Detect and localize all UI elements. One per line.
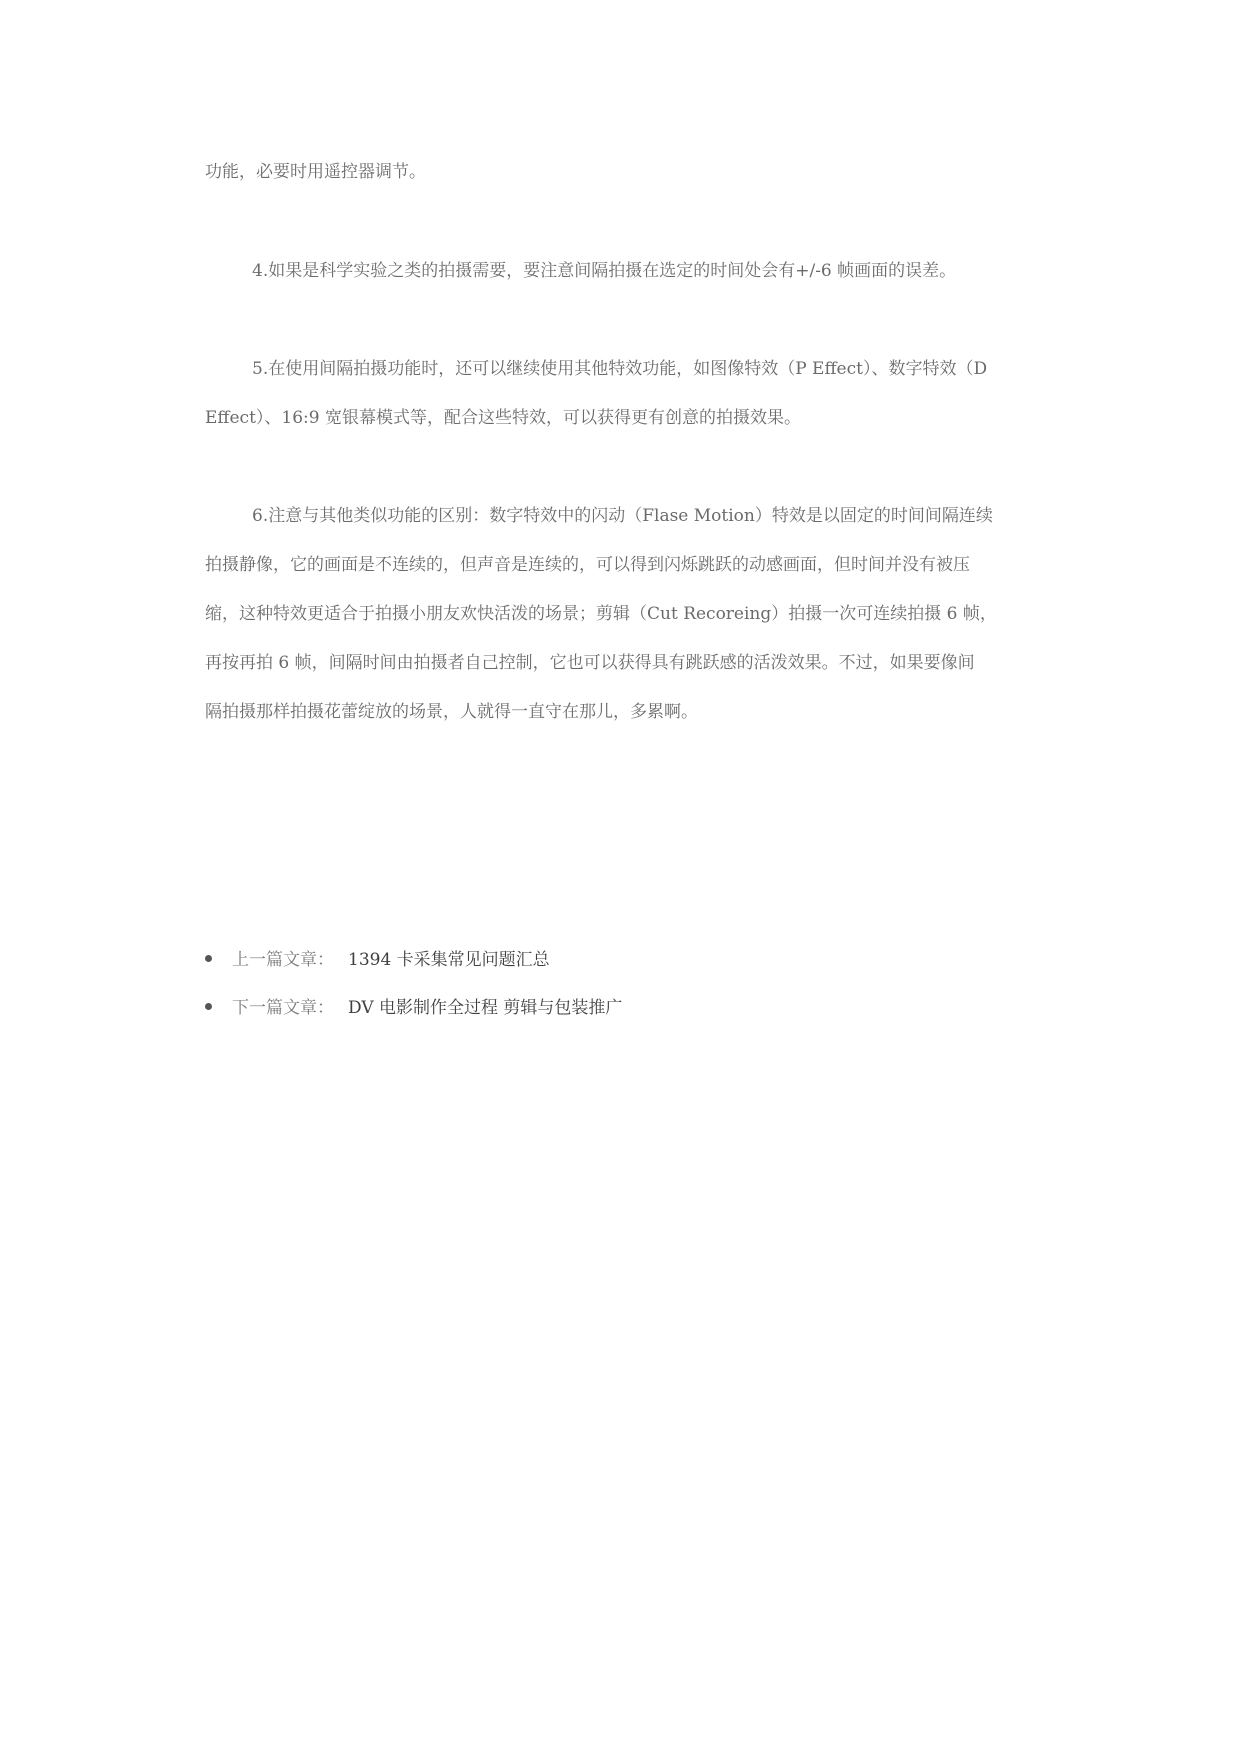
bullet-icon — [205, 955, 212, 962]
paragraph-5-line-1: 5.在使用间隔拍摄功能时，还可以继续使用其他特效功能，如图像特效（P Effect）、数字特效（D — [252, 359, 988, 379]
next-article-label: 下一篇文章： — [232, 998, 334, 1018]
paragraph-6-line-2: 拍摄静像，它的画面是不连续的，但声音是连续的，可以得到闪烁跳跃的动感画面，但时间并没有被压 — [205, 555, 970, 575]
prev-article-label: 上一篇文章： — [232, 950, 334, 970]
bullet-icon — [205, 1003, 212, 1010]
paragraph-6-line-3: 缩，这种特效更适合于拍摄小朋友欢快活泼的场景；剪辑（Cut Recoreing）拍摄一次可连续拍摄 6 帧， — [205, 604, 997, 624]
prev-article-link[interactable]: 1394 卡采集常见问题汇总 — [348, 950, 550, 970]
next-article-item — [205, 997, 622, 1019]
paragraph-4-line-1: 4.如果是科学实验之类的拍摄需要，要注意间隔拍摄在选定的时间处会有+/-6 帧画面的误差。 — [252, 261, 957, 281]
paragraph-6-line-1: 6.注意与其他类似功能的区别：数字特效中的闪动（Flase Motion）特效是以固定的时间间隔连续 — [252, 506, 993, 526]
paragraph-5-line-2: Effect）、16:9 宽银幕模式等，配合这些特效，可以获得更有创意的拍摄效果。 — [205, 408, 801, 428]
paragraph-3-line-1: 功能，必要时用遥控器调节。 — [205, 162, 426, 182]
paragraph-6-line-5: 隔拍摄那样拍摄花蕾绽放的场景，人就得一直守在那儿，多累啊。 — [205, 702, 698, 722]
next-article-link[interactable]: DV 电影制作全过程 剪辑与包装推广 — [348, 998, 623, 1018]
prev-article-item — [205, 949, 550, 971]
paragraph-6-line-4: 再按再拍 6 帧，间隔时间由拍摄者自己控制，它也可以获得具有跳跃感的活泼效果。不过，如果要像间 — [205, 653, 975, 673]
